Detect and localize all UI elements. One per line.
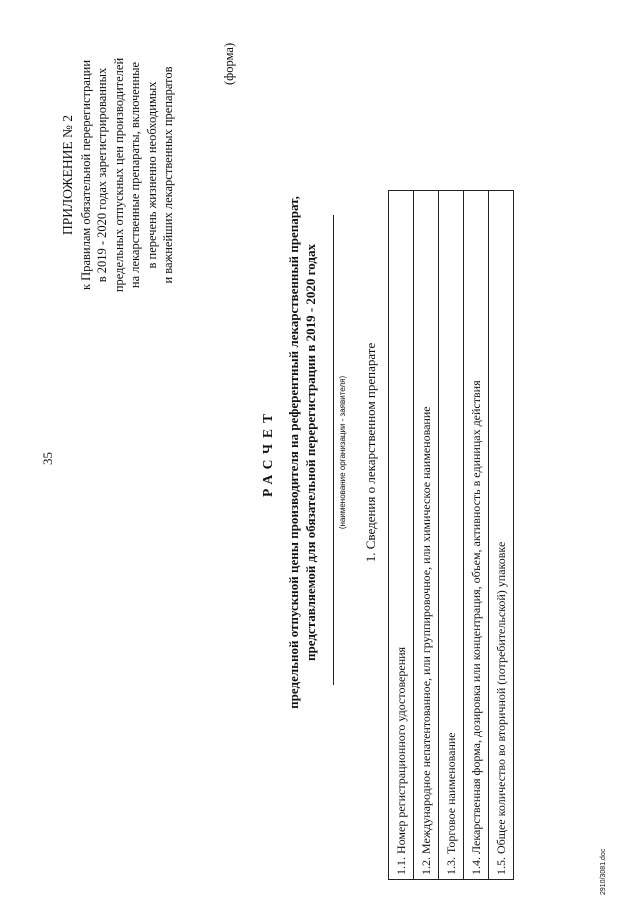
table-row	[389, 191, 414, 880]
appendix-line: предельных отпускных цен производителей	[111, 57, 126, 293]
row-label: 1.5. Общее количество во вторичной (потребительской) упаковке	[489, 191, 514, 880]
document-subtitle	[285, 120, 319, 785]
appendix-line: и важнейших лекарственных препаратов	[161, 66, 175, 284]
table-row	[489, 191, 514, 880]
table-row	[414, 191, 439, 880]
appendix-line: на лекарственные препараты, включенные	[128, 61, 142, 289]
subtitle-line: предельной отпускной цены производителя на референтный лекарственный препарат,	[286, 196, 301, 709]
page-number: 35	[40, 452, 55, 465]
organization-name-line	[333, 215, 334, 685]
subtitle-line: представляемой для обязательной перерегистрации в 2019 - 2020 годах	[303, 244, 318, 661]
drug-info-table	[388, 190, 514, 880]
table-row	[439, 191, 464, 880]
section-title: 1. Сведения о лекарственном препарате	[363, 342, 378, 563]
appendix-line: в перечень жизненно необходимых	[144, 81, 159, 269]
appendix-block	[60, 40, 177, 310]
organization-caption: (наименование организации - заявителя)	[338, 375, 347, 530]
appendix-heading: ПРИЛОЖЕНИЕ № 2	[60, 114, 75, 236]
row-label: 1.4. Лекарственная форма, дозировка или концентрация, объем, активность в единицах действия	[464, 191, 489, 880]
document-title: РАСЧЕТ	[260, 408, 275, 497]
appendix-line: в 2019 - 2020 годах зарегистрированных	[95, 67, 109, 283]
appendix-line: к Правилам обязательной перерегистрации	[78, 59, 93, 291]
row-label: 1.1. Номер регистрационного удостоверения	[389, 191, 414, 880]
row-label: 1.3. Торговое наименование	[439, 191, 464, 880]
row-label: 1.2. Международное непатентованное, или группировочное, или химическое наименование	[414, 191, 439, 880]
file-name: 2910/3081.doc	[600, 848, 607, 895]
table-row	[464, 191, 489, 880]
form-label: (форма)	[222, 42, 236, 85]
